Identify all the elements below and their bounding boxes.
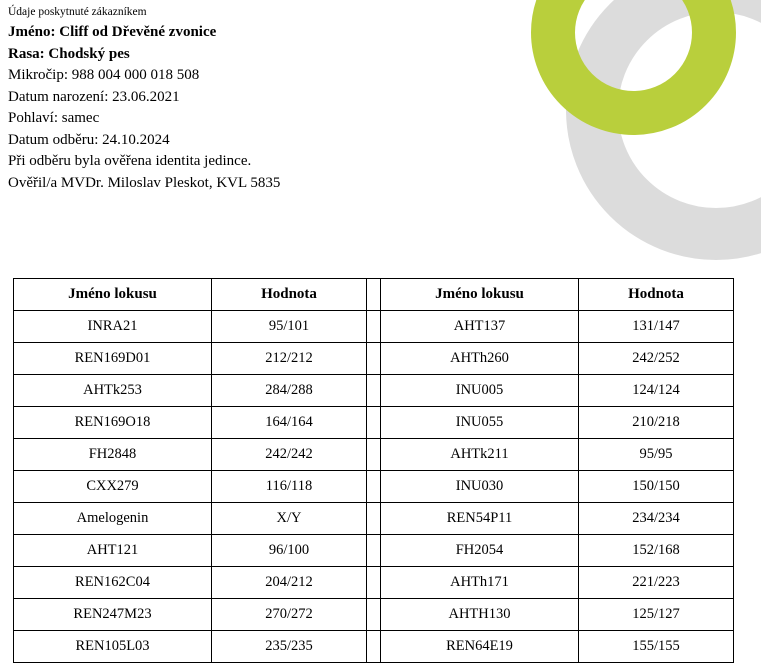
decorative-rings bbox=[481, 0, 761, 300]
table-row bbox=[14, 503, 734, 535]
cell-value-left: 204/212 bbox=[212, 567, 367, 599]
cell-locus-right: INU005 bbox=[381, 375, 579, 407]
table-row bbox=[14, 407, 734, 439]
cell-value-left: 235/235 bbox=[212, 631, 367, 663]
table-row bbox=[14, 631, 734, 663]
cell-value-left: X/Y bbox=[212, 503, 367, 535]
header-value-left: Hodnota bbox=[212, 279, 367, 311]
header-line: Ověřil/a MVDr. Miloslav Pleskot, KVL 5835 bbox=[8, 174, 281, 191]
cell-gap bbox=[367, 535, 381, 567]
cell-locus-right: FH2054 bbox=[381, 535, 579, 567]
cell-value-right: 150/150 bbox=[579, 471, 734, 503]
cell-locus-left: REN169D01 bbox=[14, 343, 212, 375]
cell-value-left: 116/118 bbox=[212, 471, 367, 503]
header-line: Datum odběru: 24.10.2024 bbox=[8, 131, 170, 148]
table-header-row bbox=[14, 279, 734, 311]
cell-locus-left: REN169O18 bbox=[14, 407, 212, 439]
cell-value-right: 95/95 bbox=[579, 439, 734, 471]
cell-locus-right: INU030 bbox=[381, 471, 579, 503]
table-row bbox=[14, 311, 734, 343]
cell-value-right: 210/218 bbox=[579, 407, 734, 439]
cell-locus-right: INU055 bbox=[381, 407, 579, 439]
cell-locus-right: AHTk211 bbox=[381, 439, 579, 471]
cell-gap bbox=[367, 375, 381, 407]
cell-locus-right: AHTh260 bbox=[381, 343, 579, 375]
cell-locus-left: REN105L03 bbox=[14, 631, 212, 663]
cell-gap bbox=[367, 631, 381, 663]
table-row bbox=[14, 567, 734, 599]
cell-locus-right: AHTh171 bbox=[381, 567, 579, 599]
table-row bbox=[14, 535, 734, 567]
cell-value-right: 124/124 bbox=[579, 375, 734, 407]
header-gap bbox=[367, 279, 381, 311]
cell-value-left: 242/242 bbox=[212, 439, 367, 471]
cell-value-left: 95/101 bbox=[212, 311, 367, 343]
cell-gap bbox=[367, 439, 381, 471]
cell-value-left: 96/100 bbox=[212, 535, 367, 567]
header-line: Při odběru byla ověřena identita jedince. bbox=[8, 153, 252, 169]
cell-gap bbox=[367, 407, 381, 439]
header-locus-right: Jméno lokusu bbox=[381, 279, 579, 311]
cell-value-right: 155/155 bbox=[579, 631, 734, 663]
header-lines bbox=[8, 22, 280, 194]
header-line: Jméno: Cliff od Dřevěné zvonice bbox=[8, 24, 217, 40]
header-line: Mikročip: 988 004 000 018 508 bbox=[8, 67, 200, 83]
cell-gap bbox=[367, 599, 381, 631]
cell-locus-left: CXX279 bbox=[14, 471, 212, 503]
cell-locus-left: Amelogenin bbox=[14, 503, 212, 535]
customer-data-block bbox=[8, 4, 280, 194]
cell-value-right: 131/147 bbox=[579, 311, 734, 343]
cell-locus-right: REN64E19 bbox=[381, 631, 579, 663]
provided-note: Údaje poskytnuté zákazníkem bbox=[8, 6, 147, 18]
header-locus-left: Jméno lokusu bbox=[14, 279, 212, 311]
cell-locus-left: REN247M23 bbox=[14, 599, 212, 631]
loci-table bbox=[13, 278, 734, 663]
cell-value-left: 212/212 bbox=[212, 343, 367, 375]
cell-locus-left: REN162C04 bbox=[14, 567, 212, 599]
cell-value-right: 242/252 bbox=[579, 343, 734, 375]
cell-value-left: 270/272 bbox=[212, 599, 367, 631]
cell-value-left: 164/164 bbox=[212, 407, 367, 439]
table-row bbox=[14, 439, 734, 471]
cell-locus-left: INRA21 bbox=[14, 311, 212, 343]
table-row bbox=[14, 471, 734, 503]
cell-locus-left: AHT121 bbox=[14, 535, 212, 567]
cell-locus-left: AHTk253 bbox=[14, 375, 212, 407]
header-line: Pohlaví: samec bbox=[8, 110, 100, 126]
header-value-right: Hodnota bbox=[579, 279, 734, 311]
cell-locus-right: AHTH130 bbox=[381, 599, 579, 631]
cell-value-right: 125/127 bbox=[579, 599, 734, 631]
loci-table-body bbox=[14, 311, 734, 663]
cell-gap bbox=[367, 503, 381, 535]
cell-gap bbox=[367, 343, 381, 375]
cell-value-left: 284/288 bbox=[212, 375, 367, 407]
cell-value-right: 152/168 bbox=[579, 535, 734, 567]
cell-locus-left: FH2848 bbox=[14, 439, 212, 471]
cell-gap bbox=[367, 471, 381, 503]
cell-gap bbox=[367, 567, 381, 599]
loci-table-container bbox=[13, 278, 718, 663]
table-row bbox=[14, 599, 734, 631]
cell-value-right: 234/234 bbox=[579, 503, 734, 535]
table-row bbox=[14, 375, 734, 407]
cell-locus-right: AHT137 bbox=[381, 311, 579, 343]
table-row bbox=[14, 343, 734, 375]
green-ring-icon bbox=[531, 0, 736, 135]
cell-gap bbox=[367, 311, 381, 343]
cell-locus-right: REN54P11 bbox=[381, 503, 579, 535]
gray-ring-icon bbox=[566, 0, 761, 260]
cell-value-right: 221/223 bbox=[579, 567, 734, 599]
header-line: Datum narození: 23.06.2021 bbox=[8, 88, 180, 105]
header-line: Rasa: Chodský pes bbox=[8, 45, 130, 62]
